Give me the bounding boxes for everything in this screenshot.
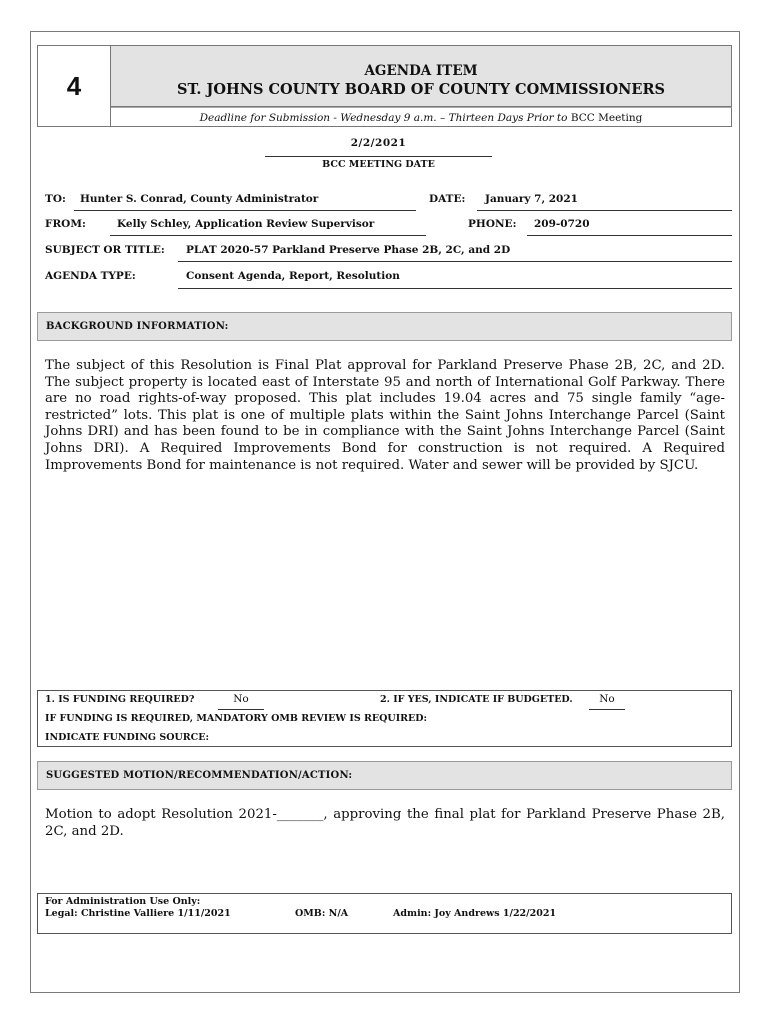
subject-label: SUBJECT OR TITLE: <box>45 244 165 256</box>
title-line-1: AGENDA ITEM <box>364 63 478 79</box>
header-title <box>111 45 732 107</box>
deadline-bcc: BCC Meeting <box>570 112 643 124</box>
phone-label: PHONE: <box>468 218 517 230</box>
admin-legal: Legal: Christine Valliere 1/11/2021 <box>45 908 231 919</box>
from-label: FROM: <box>45 218 86 230</box>
deadline-note <box>111 107 732 127</box>
from-value: Kelly Schley, Application Review Supervisor <box>117 218 375 230</box>
background-heading: BACKGROUND INFORMATION: <box>37 312 732 341</box>
funding-q2-label: 2. IF YES, INDICATE IF BUDGETED. <box>380 694 573 705</box>
funding-q1-answer: No <box>233 693 249 705</box>
agenda-type-underline <box>178 288 732 289</box>
phone-value: 209-0720 <box>534 218 590 230</box>
subject-underline <box>178 261 732 262</box>
agenda-item-number: 4 <box>37 45 111 127</box>
motion-text: Motion to adopt Resolution 2021-_______, approving the final plat for Parkland Preserve Phase 2B, 2C, and 2D. <box>45 807 725 839</box>
admin-approver: Admin: Joy Andrews 1/22/2021 <box>393 908 557 919</box>
funding-q2-underline <box>589 709 625 710</box>
funding-source-label: INDICATE FUNDING SOURCE: <box>45 732 209 743</box>
page-border <box>30 31 740 993</box>
date-underline <box>477 210 732 211</box>
to-underline <box>74 210 416 211</box>
to-label: TO: <box>45 193 66 205</box>
meeting-date-underline <box>265 156 492 157</box>
funding-omb-note: IF FUNDING IS REQUIRED, MANDATORY OMB REVIEW IS REQUIRED: <box>45 713 428 724</box>
to-value: Hunter S. Conrad, County Administrator <box>80 193 319 205</box>
deadline-text: Deadline for Submission - Wednesday 9 a.m. – Thirteen Days Prior to <box>199 112 571 124</box>
agenda-type-value: Consent Agenda, Report, Resolution <box>186 270 400 282</box>
funding-q2-answer: No <box>599 693 615 705</box>
admin-omb: OMB: N/A <box>295 908 349 919</box>
date-label: DATE: <box>429 193 466 205</box>
admin-heading: For Administration Use Only: <box>45 896 201 907</box>
meeting-date-label: BCC MEETING DATE <box>322 159 435 170</box>
from-underline <box>110 235 426 236</box>
agenda-type-label: AGENDA TYPE: <box>45 270 136 282</box>
phone-underline <box>527 235 732 236</box>
funding-q1-underline <box>218 709 264 710</box>
title-line-2: ST. JOHNS COUNTY BOARD OF COUNTY COMMISSIONERS <box>177 81 665 98</box>
background-text: The subject of this Resolution is Final Plat approval for Parkland Preserve Phase 2B, 2C, and 2D. The subject property is located east of Interstate 95 and north of International Golf Parkway. There are no road rights-of-way proposed. This plat includes 19.04 acres and 75 single family “age-restricted” lots. This plat is one of multiple plats within the Saint Johns Interchange Parcel (Saint Johns DRI) and has been found to be in compliance with the Saint Johns Interchange Parcel (Saint Johns DRI). A Required Improvements Bond for construction is not required. A Required Improvements Bond for maintenance is not required. Water and sewer will be provided by SJCU. <box>45 358 725 473</box>
subject-value: PLAT 2020-57 Parkland Preserve Phase 2B, 2C, and 2D <box>186 244 511 256</box>
funding-q1-label: 1. IS FUNDING REQUIRED? <box>45 694 195 705</box>
date-value: January 7, 2021 <box>485 193 578 205</box>
meeting-date: 2/2/2021 <box>350 137 407 149</box>
motion-heading: SUGGESTED MOTION/RECOMMENDATION/ACTION: <box>37 761 732 790</box>
